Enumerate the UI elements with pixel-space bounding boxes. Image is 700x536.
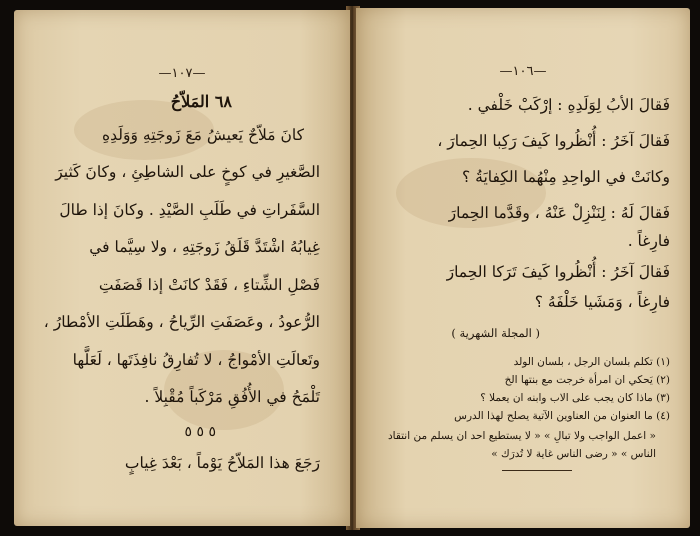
text-line: فَقالَ آخَرُ : أُنْظُروا كَيفَ تَرَكا الحِمارَ	[446, 263, 670, 281]
text-line: فَقالَ لَهُ : لِنَنْزِلْ عَنْهُ ، وقَدَّما الحِمارَ	[448, 204, 670, 222]
text-line: فارِغاً ، وَمَشَيا خَلْفَهُ ؟	[534, 293, 670, 311]
text-line: الصَّغيرِ في كوخٍ على الشاطِئِ ، وكانَ كَثيرَ	[55, 163, 320, 181]
text-line: فارِغاً .	[627, 232, 670, 250]
text-line: الرُّعودُ ، وعَصَفَتِ الرِّياحُ ، وهَطَلَتِ الأمْطارُ ،	[43, 313, 320, 331]
text-line: تَلْمَحُ في الأُفُقِ مَرْكَباً مُقْبِلاً .	[144, 388, 320, 406]
exercise-options: الناس » « رضى الناس غاية لا تُدرَك »	[491, 448, 656, 460]
text-line: غِيابُهُ اشْتَدَّ قَلَقُ زَوجَتِهِ ، ولا سِيَّما في	[89, 238, 320, 256]
section-ornament: ٥ ٥ ٥	[184, 424, 216, 440]
text-line: رَجَعَ هذا المَلاّحُ يَوْماً ، بَعْدَ غِيابٍ	[124, 454, 320, 472]
exercise-question: (١) تكلم بلسان الرجل ، بلسان الولد	[513, 356, 670, 368]
story-title: ٦٨ المَلاّحُ	[170, 92, 232, 111]
open-book	[4, 6, 696, 530]
text-line: كانَ مَلاّحٌ يَعيشُ مَعَ زَوجَتِهِ وَوَلَدِهِ	[102, 126, 304, 144]
text-line: وكانَتْ في الواحِدِ مِنْهُما الكِفايَةُ ؟	[462, 168, 670, 186]
exercise-question: (٤) ما العنوان من العناوين الآتية يصلح لهذا الدرس	[454, 410, 670, 422]
exercise-question: (٣) ماذا كان يجب على الاب وابنه ان يعملا ؟	[480, 392, 670, 404]
page-number: —١٠٦—	[499, 64, 547, 79]
end-rule	[502, 470, 572, 471]
text-line: وتَعالَتِ الأمْواجُ ، لا تُفارِقُ نافِذَتَها ، لَعَلَّها	[72, 351, 320, 369]
text-line: فَقالَ آخَرُ : أُنْظُروا كَيفَ رَكِبا الحِمارَ ،	[437, 132, 670, 150]
text-line: السَّفَراتِ في طَلَبِ الصَّيْدِ . وكانَ إذا طالَ	[59, 201, 320, 219]
left-page	[14, 10, 350, 526]
exercise-options: « اعمل الواجب ولا تبالِ » « لا يستطيع احد ان يسلم من انتقاد	[387, 430, 656, 442]
page-number: —١٠٧—	[158, 66, 206, 81]
text-line: فَقالَ الأبُ لِوَلَدِهِ : إرْكَبْ خَلْفي .	[467, 96, 670, 114]
text-line: فَصْلِ الشِّتاءِ ، فَقَدْ كانَتْ إذا قَصَفَتِ	[98, 276, 320, 294]
right-page	[356, 8, 690, 528]
source-note: ( المجلة الشهرية )	[451, 326, 540, 340]
exercise-question: (٢) يَحكي ان امرأة خرجت مع بنتها الخ	[504, 374, 670, 386]
